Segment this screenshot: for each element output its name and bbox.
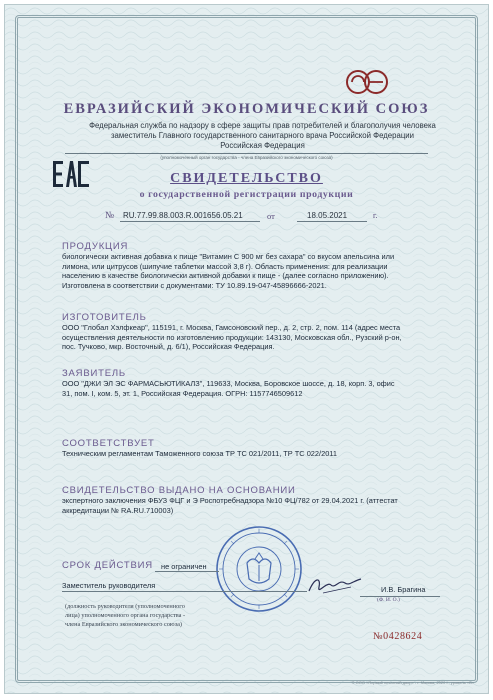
date-underline xyxy=(297,221,367,222)
fio-caption: (Ф. И. О.) xyxy=(377,597,400,603)
position-caption-line: лица) уполномоченного органа государства - xyxy=(65,612,186,619)
service-line-2: заместитель Главного государственного санитарного врача Российской Федерации xyxy=(110,131,414,140)
year-suffix: г. xyxy=(373,211,378,220)
manufacturer-line: ООО "Глобал Хэлфкеар", 115191, г. Москва, Гамсоновский пер., д. 2, стр. 2, пом. 114 (адрес места xyxy=(62,323,401,332)
signatory-position: Заместитель руководителя xyxy=(62,581,156,590)
basis-line: аккредитации № RA.RU.710003) xyxy=(62,505,174,515)
validity-heading: СРОК ДЕЙСТВИЯ xyxy=(62,560,153,571)
certificate-sheet xyxy=(4,4,489,694)
certificate-subtitle: о государственной регистрации продукции xyxy=(139,189,354,200)
certificate-title: СВИДЕТЕЛЬСТВО xyxy=(170,171,323,186)
conformity-heading: СООТВЕТСТВУЕТ xyxy=(62,438,155,449)
product-heading: ПРОДУКЦИЯ xyxy=(62,241,129,252)
signatory-name: И.В. Брагина xyxy=(381,585,426,594)
official-seal-icon xyxy=(215,525,303,613)
certificate-number: RU.77.99.88.003.R.001656.05.21 xyxy=(123,211,243,220)
applicant-text xyxy=(62,379,442,398)
position-caption-line: члена Евразийского экономического союза) xyxy=(65,621,182,628)
signature-icon xyxy=(305,573,365,597)
manufacturer-line: пос. Тучково, мкр. Восточный, д. 6/1), Российская Федерация. xyxy=(62,342,275,352)
printer-footnote: © ООО «Первый печатный двор» - г. Москва, 2020 г., уровень «В» xyxy=(351,680,474,685)
service-underline xyxy=(65,153,428,154)
basis-text xyxy=(62,496,442,515)
validity-value: не ограничен xyxy=(161,562,207,571)
product-line: Изготовлена в соответствии с документами: ТУ 10.89.19-047-45896666-2021. xyxy=(62,280,327,290)
number-underline xyxy=(120,221,260,222)
basis-line: экспертного заключения ФБУЗ ФЦГ и Э Роспотребнадзора №10 ФЦ/782 от 29.04.2021 г. (аттестат xyxy=(62,496,398,505)
applicant-line: ООО "ДЖИ ЭЛ ЭС ФАРМАСЬЮТИКАЛЗ", 119633, Москва, Боровское шоссе, д. 18, корп. 3, офис xyxy=(62,379,395,388)
certificate-date: 18.05.2021 xyxy=(307,211,348,220)
name-underline xyxy=(360,596,440,597)
authority-caption: (уполномоченный орган государства - члена Евразийского экономического союза) xyxy=(160,155,333,160)
basis-heading: СВИДЕТЕЛЬСТВО ВЫДАНО НА ОСНОВАНИИ xyxy=(62,485,296,496)
service-name xyxy=(57,121,468,151)
product-text xyxy=(62,252,442,290)
conformity-line: Техническим регламентам Таможенного союза ТР ТС 021/2011, ТР ТС 022/2011 xyxy=(62,449,337,458)
manufacturer-heading: ИЗГОТОВИТЕЛЬ xyxy=(62,312,147,323)
service-line-3: Российская Федерация xyxy=(220,141,305,150)
conformity-text xyxy=(62,449,442,459)
date-label: от xyxy=(267,211,275,221)
product-line: лимона, или цитрусов (шипучие таблетки массой 3,8 г). Область применения: для реализации xyxy=(62,261,388,271)
position-caption-line: (должность руководителя (уполномоченного xyxy=(65,603,185,610)
manufacturer-line: осуществления деятельности по изготовлению продукции: 143130, Московская обл., Рузский р-он, xyxy=(62,332,402,342)
product-line: населению в качестве биологически активной добавки к пище - (далее согласно приложению). xyxy=(62,271,389,281)
applicant-line: 31, пом. I, ком. 5, эт. 1, Российская Федерация. ОГРН: 1157746509612 xyxy=(62,388,303,398)
validity-underline xyxy=(155,571,219,572)
service-line-1: Федеральная служба по надзору в сфере защиты прав потребителей и благополучия человека xyxy=(89,121,436,130)
manufacturer-text xyxy=(62,323,442,352)
position-caption xyxy=(65,602,185,629)
applicant-heading: ЗАЯВИТЕЛЬ xyxy=(62,368,126,379)
number-label: № xyxy=(105,211,115,221)
serial-number: №0428624 xyxy=(373,631,423,642)
union-title: ЕВРАЗИЙСКИЙ ЭКОНОМИЧЕСКИЙ СОЮЗ xyxy=(63,101,430,117)
product-line: биологически активная добавка к пище "Витамин С 900 мг без сахара" со вкусом апельсина или xyxy=(62,252,395,261)
se-logo-icon xyxy=(345,69,389,95)
position-underline xyxy=(62,591,307,592)
